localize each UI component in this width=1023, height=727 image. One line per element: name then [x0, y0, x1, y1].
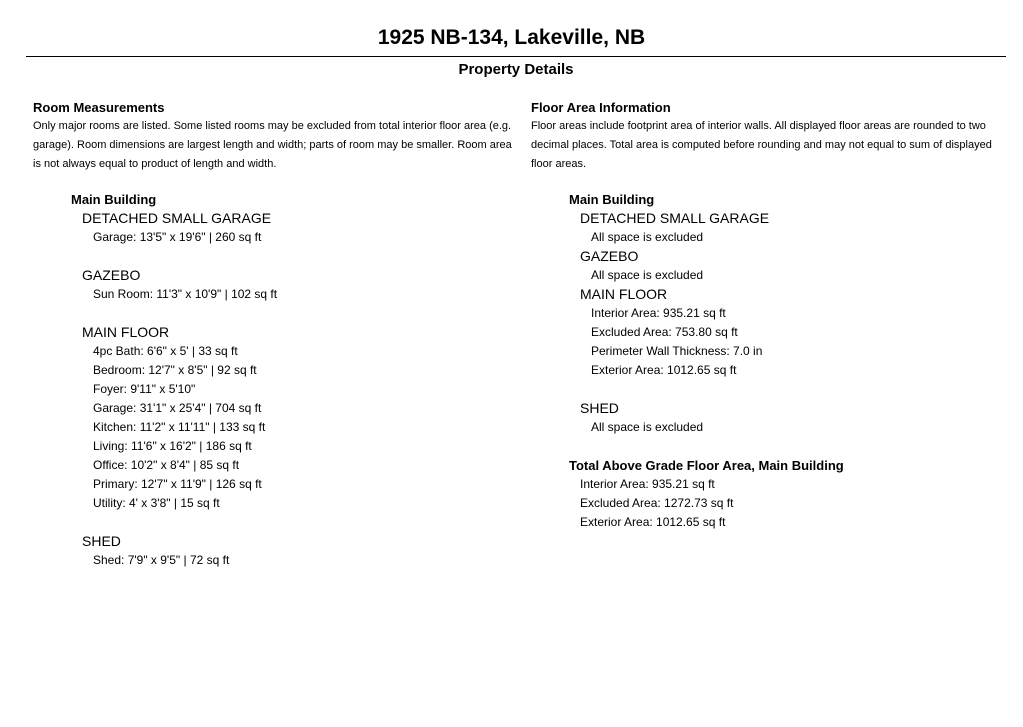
room-entry: Bedroom: 12'7" x 8'5" | 92 sq ft [93, 363, 257, 377]
floor-area-tree [569, 190, 1011, 532]
room-measurements-heading: Room Measurements [33, 100, 165, 115]
page-subtitle: Property Details [458, 61, 574, 78]
area-entry: All space is excluded [591, 420, 704, 434]
building-name: Main Building [569, 192, 655, 207]
area-entry: Interior Area: 935.21 sq ft [591, 306, 726, 320]
total-area-entry: Interior Area: 935.21 sq ft [580, 477, 715, 491]
room-entry: Foyer: 9'11" x 5'10" [93, 382, 196, 396]
area-entry: Excluded Area: 753.80 sq ft [591, 325, 738, 339]
room-entry: Living: 11'6" x 16'2" | 186 sq ft [93, 439, 252, 453]
floor-area-heading: Floor Area Information [531, 100, 671, 115]
room-entry: Garage: 13'5" x 19'6" | 260 sq ft [93, 230, 262, 244]
room-entry: Garage: 31'1" x 25'4" | 704 sq ft [93, 401, 262, 415]
group-heading: GAZEBO [82, 267, 141, 283]
group-heading: MAIN FLOOR [580, 286, 668, 302]
floor-area-section [531, 100, 1011, 532]
room-entry: 4pc Bath: 6'6" x 5' | 33 sq ft [93, 344, 238, 358]
group-heading: DETACHED SMALL GARAGE [82, 210, 272, 226]
group-heading: SHED [82, 533, 121, 549]
page-title: 1925 NB-134, Lakeville, NB [377, 26, 646, 49]
group-heading: MAIN FLOOR [82, 324, 170, 340]
area-entry: All space is excluded [591, 268, 704, 282]
room-entry: Sun Room: 11'3" x 10'9" | 102 sq ft [93, 287, 278, 301]
floor-area-description: Floor areas include footprint area of interior walls. All displayed floor areas are rounded to two decimal places. Total area is computed before rounding and may not equal to sum of displayed floor areas. [531, 120, 992, 170]
room-measurements-section [33, 100, 513, 570]
room-measurements-description: Only major rooms are listed. Some listed rooms may be excluded from total interior floor area (e.g. garage). Room dimensions are largest length and width; parts of room may be smaller. Room area is not always equal to product of length and width. [33, 120, 512, 170]
room-entry: Utility: 4' x 3'8" | 15 sq ft [93, 496, 220, 510]
total-area-heading: Total Above Grade Floor Area, Main Building [569, 458, 844, 473]
area-entry: Exterior Area: 1012.65 sq ft [591, 363, 737, 377]
area-entry: All space is excluded [591, 230, 704, 244]
area-entry: Perimeter Wall Thickness: 7.0 in [591, 344, 763, 358]
room-entry: Kitchen: 11'2" x 11'11" | 133 sq ft [93, 420, 266, 434]
room-measurements-tree [71, 190, 513, 570]
group-heading: SHED [580, 400, 619, 416]
room-entry: Shed: 7'9" x 9'5" | 72 sq ft [93, 553, 230, 567]
room-entry: Primary: 12'7" x 11'9" | 126 sq ft [93, 477, 262, 491]
group-heading: DETACHED SMALL GARAGE [580, 210, 770, 226]
group-heading: GAZEBO [580, 248, 639, 264]
total-area-entry: Exterior Area: 1012.65 sq ft [580, 515, 726, 529]
title-divider [26, 56, 1006, 57]
building-name: Main Building [71, 192, 157, 207]
total-area-entry: Excluded Area: 1272.73 sq ft [580, 496, 734, 510]
room-entry: Office: 10'2" x 8'4" | 85 sq ft [93, 458, 240, 472]
